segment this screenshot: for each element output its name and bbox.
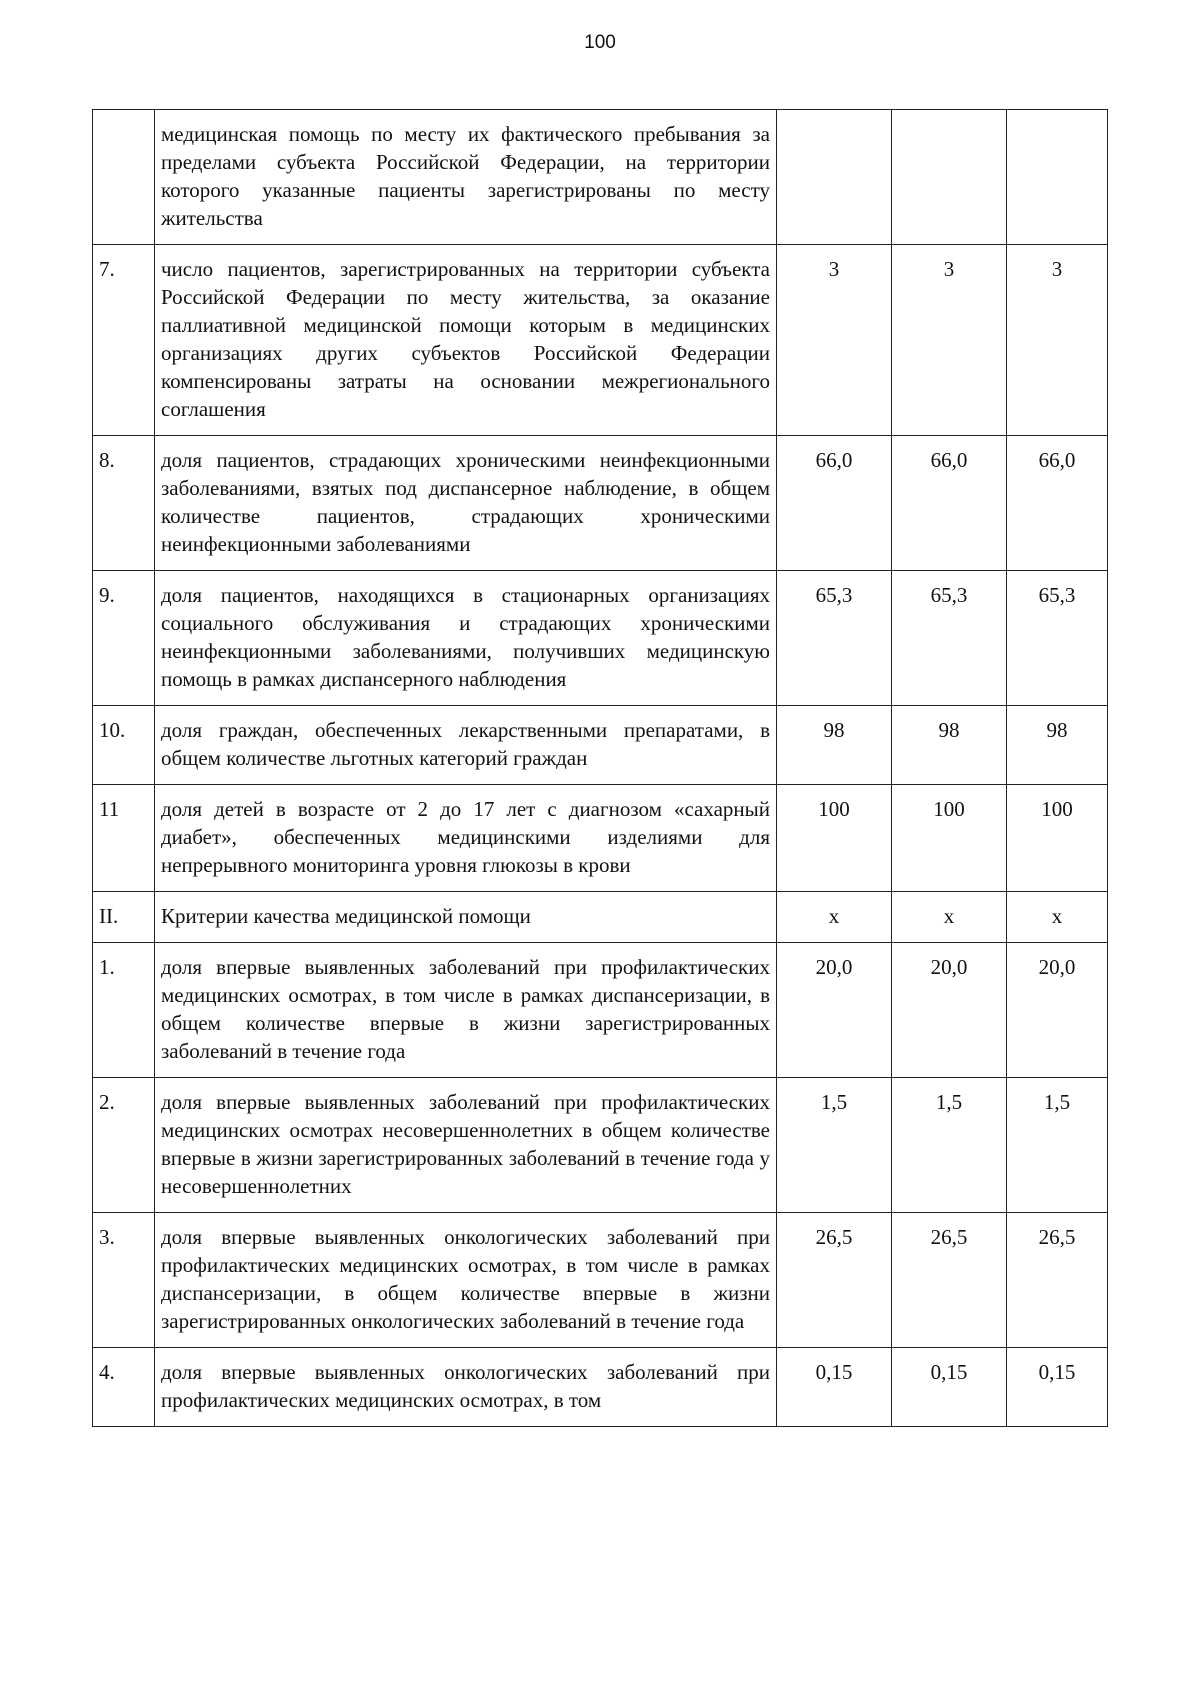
row-value-1: 3 — [777, 245, 892, 436]
section-number: II. — [93, 892, 155, 943]
row-value-3: 66,0 — [1007, 436, 1108, 571]
row-value-2: 98 — [892, 706, 1007, 785]
row-value-1: 26,5 — [777, 1213, 892, 1348]
table-row — [93, 436, 1108, 571]
row-description: доля впервые выявленных онкологических заболеваний при профилактических медицинских осмотрах, в том числе в рамках диспансеризации, в общем количестве впервые в жизни зарегистрированных онкологических заболеваний в течение года — [155, 1213, 777, 1348]
table-row — [93, 1078, 1108, 1213]
row-value-1: 20,0 — [777, 943, 892, 1078]
row-description: доля пациентов, находящихся в стационарных организациях социального обслуживания и страдающих хроническими неинфекционными заболеваниями, получивших медицинскую помощь в рамках диспансерного наблюдения — [155, 571, 777, 706]
row-value-3: 98 — [1007, 706, 1108, 785]
row-value-2: 1,5 — [892, 1078, 1007, 1213]
row-value-2: 100 — [892, 785, 1007, 892]
row-number: 1. — [93, 943, 155, 1078]
row-value-2: 20,0 — [892, 943, 1007, 1078]
row-value-3: 100 — [1007, 785, 1108, 892]
row-value-2: 0,15 — [892, 1348, 1007, 1427]
row-number: 8. — [93, 436, 155, 571]
table-row — [93, 1348, 1108, 1427]
row-description: доля впервые выявленных заболеваний при профилактических медицинских осмотрах несовершеннолетних в общем количестве впервые в жизни зарегистрированных заболеваний в течение года у несовершеннолетних — [155, 1078, 777, 1213]
row-value-2 — [892, 110, 1007, 245]
row-value-3: 26,5 — [1007, 1213, 1108, 1348]
row-value-3: 65,3 — [1007, 571, 1108, 706]
row-value-1: 1,5 — [777, 1078, 892, 1213]
row-description: доля детей в возрасте от 2 до 17 лет с диагнозом «сахарный диабет», обеспеченных медицинскими изделиями для непрерывного мониторинга уровня глюкозы в крови — [155, 785, 777, 892]
row-description: доля впервые выявленных онкологических заболеваний при профилактических медицинских осмотрах, в том — [155, 1348, 777, 1427]
row-value-2: 3 — [892, 245, 1007, 436]
row-number: 9. — [93, 571, 155, 706]
row-value-1: 98 — [777, 706, 892, 785]
table-row — [93, 706, 1108, 785]
table-row — [93, 245, 1108, 436]
row-value-2: 26,5 — [892, 1213, 1007, 1348]
row-value-3: х — [1007, 892, 1108, 943]
row-description: доля впервые выявленных заболеваний при профилактических медицинских осмотрах, в том числе в рамках диспансеризации, в общем количестве впервые в жизни зарегистрированных заболеваний в течение года — [155, 943, 777, 1078]
table-row — [93, 571, 1108, 706]
table-row — [93, 785, 1108, 892]
row-number: 7. — [93, 245, 155, 436]
row-value-3: 3 — [1007, 245, 1108, 436]
row-number: 4. — [93, 1348, 155, 1427]
row-value-2: 65,3 — [892, 571, 1007, 706]
table-row — [93, 943, 1108, 1078]
row-value-1: 65,3 — [777, 571, 892, 706]
row-value-1: 100 — [777, 785, 892, 892]
row-description: доля граждан, обеспеченных лекарственными препаратами, в общем количестве льготных категорий граждан — [155, 706, 777, 785]
row-value-2: 66,0 — [892, 436, 1007, 571]
section-header-row — [93, 892, 1108, 943]
row-description: число пациентов, зарегистрированных на территории субъекта Российской Федерации по месту жительства, за оказание паллиативной медицинской помощи которым в медицинских организациях других субъектов Российской Федерации компенсированы затраты на основании межрегионального соглашения — [155, 245, 777, 436]
row-value-3: 20,0 — [1007, 943, 1108, 1078]
section-title: Критерии качества медицинской помощи — [155, 892, 777, 943]
row-number: 3. — [93, 1213, 155, 1348]
row-number: 11 — [93, 785, 155, 892]
row-value-1: 66,0 — [777, 436, 892, 571]
row-value-3: 0,15 — [1007, 1348, 1108, 1427]
row-number: 10. — [93, 706, 155, 785]
row-description: медицинская помощь по месту их фактического пребывания за пределами субъекта Российской Федерации, на территории которого указанные пациенты зарегистрированы по месту жительства — [155, 110, 777, 245]
row-number: 2. — [93, 1078, 155, 1213]
table-row — [93, 1213, 1108, 1348]
row-value-3: 1,5 — [1007, 1078, 1108, 1213]
table-row — [93, 110, 1108, 245]
criteria-table — [92, 109, 1108, 1427]
row-number — [93, 110, 155, 245]
row-value-1: х — [777, 892, 892, 943]
row-value-1 — [777, 110, 892, 245]
page-number: 100 — [584, 32, 616, 53]
row-value-1: 0,15 — [777, 1348, 892, 1427]
row-description: доля пациентов, страдающих хроническими неинфекционными заболеваниями, взятых под диспансерное наблюдение, в общем количестве пациентов, страдающих хроническими неинфекционными заболеваниями — [155, 436, 777, 571]
row-value-2: х — [892, 892, 1007, 943]
row-value-3 — [1007, 110, 1108, 245]
